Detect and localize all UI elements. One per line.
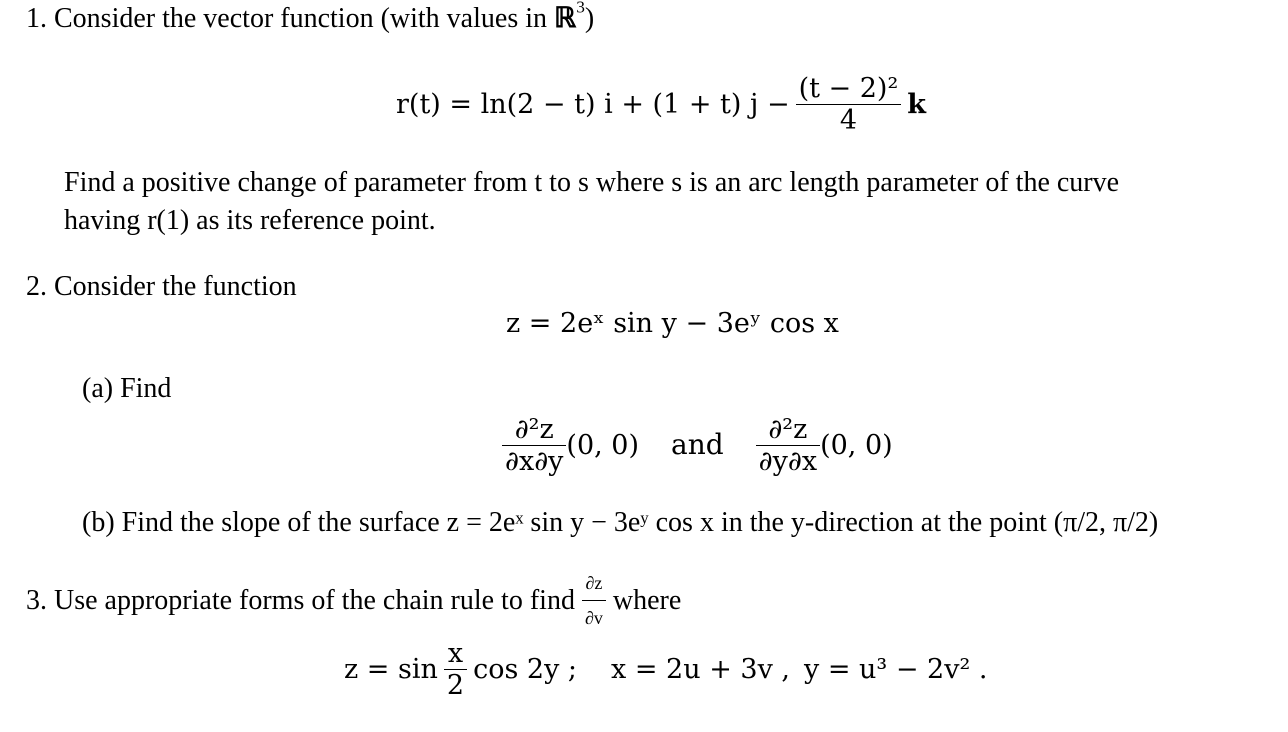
eq-x: x = 2u + 3v , (611, 653, 790, 685)
problem-2-number: 2. (26, 271, 47, 302)
and-word: and (671, 428, 724, 461)
problem-1-task-line1: Find a positive change of parameter from t to s where s is an arc length parameter of the curve (64, 167, 1120, 198)
partial-yx-point: (0, 0) (820, 429, 893, 461)
problem-1-header (26, 2, 594, 36)
part-a-text: Find (120, 373, 172, 404)
eq-y: y = u³ − 2v² . (804, 653, 988, 685)
problem-2a-header (82, 372, 171, 406)
mixed-partial-yx (756, 414, 820, 477)
problem-1-equation (396, 64, 926, 144)
chain-rule-derivative (582, 566, 606, 635)
partial-yx-denominator: ∂y∂x (756, 445, 820, 477)
problem-2-intro: Consider the function (54, 271, 297, 302)
problem-2b (82, 506, 1158, 540)
problem-2-header (26, 270, 297, 304)
partial-xy-point: (0, 0) (566, 429, 639, 461)
partial-xy-numerator: ∂²z (514, 413, 554, 445)
eq-z-right: cos 2y ; (473, 653, 578, 685)
problem-3-equations (344, 634, 987, 704)
space-exponent: 3 (576, 0, 585, 17)
fraction-denominator: 4 (796, 104, 902, 136)
partial-xy-denominator: ∂x∂y (502, 445, 566, 477)
part-a-label: (a) (82, 373, 114, 404)
problem-3-intro: Use appropriate forms of the chain rule to find (54, 584, 575, 616)
problem-1-number: 1. (26, 3, 47, 34)
space-symbol: ℝ (554, 3, 577, 34)
where-word: where (612, 584, 682, 616)
eq-z-fraction-numerator: x (447, 637, 464, 669)
problem-2-function: z = 2eˣ sin y − 3eʸ cos x (506, 308, 839, 339)
equation-fraction (796, 73, 902, 136)
problem-1-intro: Consider the vector function (with values in (54, 3, 547, 34)
mixed-partial-xy (502, 414, 566, 477)
derivative-denominator: ∂v (582, 600, 606, 635)
problem-3-header (26, 566, 681, 635)
equation-k: k (907, 88, 927, 120)
eq-z-fraction (444, 638, 467, 701)
part-b-text: Find the slope of the surface z = 2eˣ sin y − 3eʸ cos x in the y-direction at the point (π/2, π/2) (121, 507, 1159, 538)
derivative-numerator: ∂z (585, 573, 603, 593)
partial-yx-numerator: ∂²z (768, 413, 808, 445)
eq-z-fraction-denominator: 2 (444, 669, 467, 701)
problem-2a-expressions (502, 410, 893, 480)
problem-1-task-line2: having r(1) as its reference point. (64, 205, 436, 236)
paren-close: ) (584, 3, 595, 34)
problem-3-number: 3. (26, 584, 47, 616)
equation-lhs: r(t) = ln(2 − t) i + (1 + t) j − (396, 88, 790, 120)
part-b-label: (b) (82, 507, 115, 538)
eq-z-left: z = sin (344, 653, 438, 685)
fraction-numerator: (t − 2)² (798, 72, 899, 104)
